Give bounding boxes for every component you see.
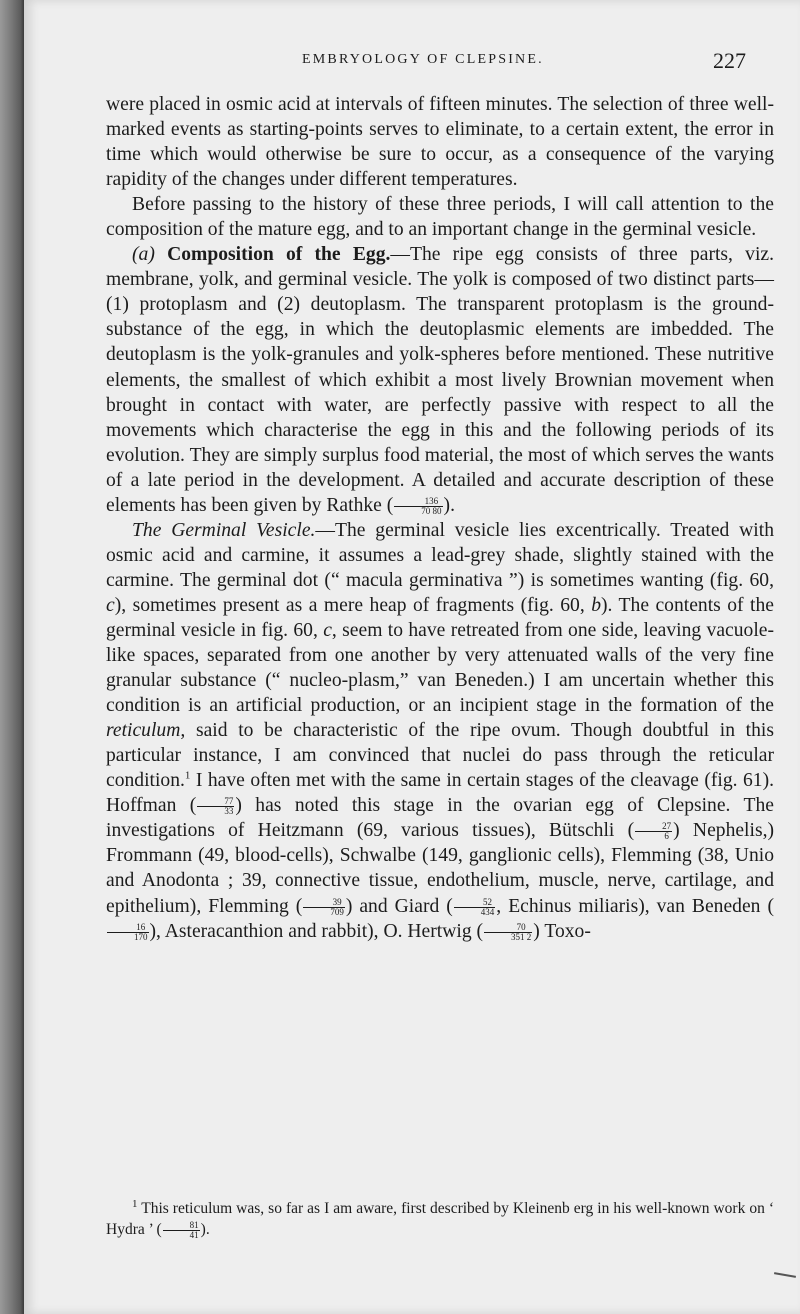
giard-reference: $\frac{52}{434}$ [454,898,496,917]
rathke-reference: $\frac{136}{70 80}$ [394,497,442,516]
footnote-marker: 1 [184,769,191,782]
section-heading-composition: Composition of the Egg. [167,244,391,266]
hertwig-reference: $\frac{70}{351 2}$ [484,923,532,942]
van-beneden-reference: $\frac{16}{170}$ [107,923,149,942]
flemming-reference: $\frac{39}{709}$ [303,898,345,917]
paragraph-2: Before passing to the history of these three periods, I will call attention to the composition of the mature egg, and to an important change in the germinal vesicle. [106,194,774,241]
paragraph-composition: (a) Composition of the Egg.—The ripe egg consists of three parts, viz. membrane, yolk, and germinal vesicle. The yolk is composed of two distinct parts—(1) protoplasm and (2) deutoplasm. The transparent protoplasm is the ground-substance of the egg, in which the deutoplasmic elements are imbedded. The deutoplasm is the yolk-granules and yolk-spheres before mentioned. These nutritive elements, the smallest of which exhibit a most lively Brownian movement when brought in contact with water, are perfectly passive with respect to all the movements which characterise the egg in this and the following periods of its evolution. They are simply surplus food material, the most of which serves the wants of a late period in the development. A detailed and accurate description of these elements has been given by Rathke ( $\frac{136}{70 80}$ ). [106,244,774,516]
margin-mark [774,1272,796,1278]
footnote [106,1198,774,1240]
body-text [106,92,774,944]
book-page [24,0,800,1314]
butschli-reference: $\frac{27}{6}$ [635,822,672,841]
paragraph-germinal-vesicle: The Germinal Vesicle.—The germinal vesicle lies excentrically. Treated with osmic acid and carmine, it assumes a lead-grey shade, slightly stained with the carmine. The germinal dot (“ macula germinativa ”) is sometimes wanting (fig. 60, c), sometimes present as a mere heap of fragments (fig. 60, b). The contents of the germinal vesicle in fig. 60, c, seem to have retreated from one side, leaving vacuole-like spaces, separated from one another by very attenuated walls of the very fine granular substance (“ nucleo-plasm,” van Beneden.) I am uncertain whether this condition is an artificial production, or an incipient stage in the formation of the reticulum, said to be characteristic of the ripe ovum. Though doubtful in this particular instance, I am convinced that nuclei do pass through the reticular condition.$^1$ I have often met with the same in certain stages of the cleavage (fig. 61). Hoffman ( $\frac{77}{33}$ ) has noted this stage in the ovarian egg of Clepsine. The investigations of Heitzmann (69, various tissues), Bütschli ( $\frac{27}{6}$ ) Nephelis,) Frommann (49, blood-cells), Schwalbe (149, ganglionic cells), Flemming (38, Unio and Anodonta ; 39, connective tissue, endothelium, muscle, nerve, cartilage, and epithelium), Flemming ( $\frac{39}{709}$ ) and Giard ( $\frac{52}{434}$ , Echinus miliaris), van Beneden ( $\frac{16}{170}$ ), Asteracanthion and rabbit), O. Hertwig ( $\frac{70}{351 2}$ ) Toxo- [106,519,774,942]
hoffman-reference: $\frac{77}{33}$ [197,797,234,816]
composition-text: —The ripe egg consists of three parts, viz. membrane, yolk, and germinal vesicle. The yolk is composed of two distinct parts—(1) protoplasm and (2) deutoplasm. The transparent protoplasm is the ground-substance of the egg, in which the deutoplasmic elements are imbedded. The deutoplasm is the yolk-granules and yolk-spheres before mentioned. These nutritive elements, the smallest of which exhibit a most lively Brownian movement when brought in contact with water, are perfectly passive with respect to all the movements which characterise the egg in this and the following periods of its evolution. They are simply surplus food material, the most of which serves the wants of a late period in the development. A detailed and accurate description of these elements has been given by Rathke ( [106,244,774,516]
footnote-text: $^1$ This reticulum was, so far as I am aware, first described by Kleinenb erg in his well-known work on ‘ Hydra ’ ( $\frac{81}{41}$ ). [106,1197,774,1240]
page-header [24,48,800,78]
section-heading-germinal-vesicle: The Germinal Vesicle. [132,519,316,541]
reticulum-term: reticulum, [106,720,186,742]
running-title: EMBRYOLOGY OF CLEPSINE. [302,52,544,67]
book-gutter [0,0,24,1314]
section-label: (a) [132,244,155,266]
paragraph-1: were placed in osmic acid at intervals of fifteen minutes. The selection of three well-marked events as starting-points serves to eliminate, to a certain extent, the error in time which would otherwise be sure to occur, as a consequence of the varying rapidity of the changes under different temperatures. [106,94,774,191]
kleinenberg-reference: $\frac{81}{41}$ [163,1221,200,1240]
page-number: 227 [713,48,746,73]
footnote-number: 1 [132,1197,138,1210]
